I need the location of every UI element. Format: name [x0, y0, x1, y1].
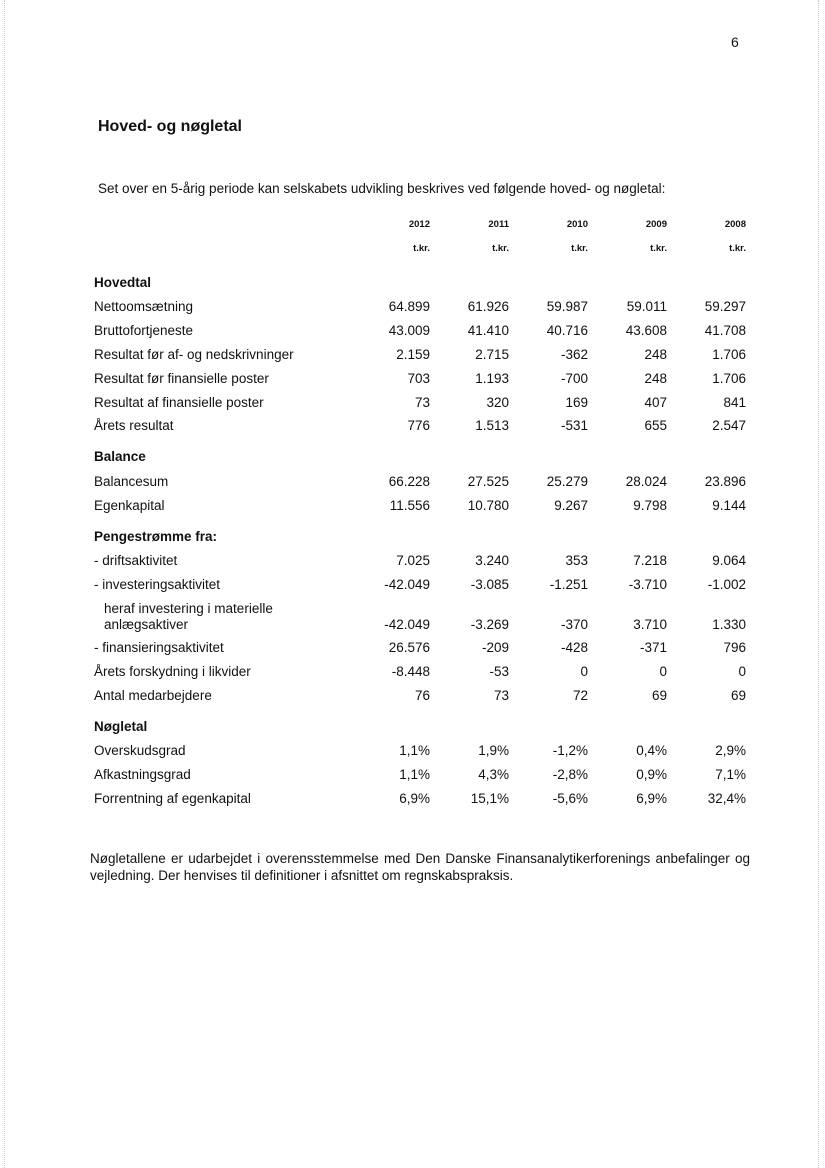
- table-row: [0, 791, 825, 811]
- cell-value: 9.798: [633, 498, 667, 513]
- cell-value: 7,1%: [715, 767, 746, 782]
- column-year: 2009: [645, 219, 667, 230]
- column-year: 2008: [724, 219, 746, 230]
- cell-value: 0: [580, 664, 588, 679]
- cell-value: 23.896: [704, 474, 746, 489]
- column-unit: t.kr.: [729, 243, 746, 254]
- cell-value: 2.159: [396, 347, 430, 362]
- cell-value: 320: [486, 395, 509, 410]
- column-year: 2010: [566, 219, 588, 230]
- cell-value: -2,8%: [552, 767, 588, 782]
- row-label: Egenkapital: [94, 498, 165, 513]
- cell-value: 4,3%: [478, 767, 509, 782]
- cell-value: -371: [639, 640, 667, 655]
- row-label-continued: anlægsaktiver: [104, 617, 189, 632]
- row-label: Resultat af finansielle poster: [94, 395, 264, 410]
- cell-value: 2,9%: [715, 743, 746, 758]
- cell-value: -362: [560, 347, 588, 362]
- row-label: - finansieringsaktivitet: [94, 640, 224, 655]
- cell-value: 41.708: [704, 323, 746, 338]
- cell-value: 76: [414, 688, 430, 703]
- cell-value: 7.218: [633, 553, 667, 568]
- table-row: [0, 347, 825, 367]
- cell-value: 6,9%: [636, 791, 667, 806]
- cell-value: -3.269: [470, 617, 509, 632]
- cell-value: 69: [730, 688, 746, 703]
- cell-value: -209: [481, 640, 509, 655]
- section-title-balance: Balance: [94, 449, 146, 464]
- table-row: [0, 743, 825, 763]
- row-label: Resultat før finansielle poster: [94, 371, 269, 386]
- table-row: [0, 767, 825, 787]
- table-row: [0, 664, 825, 684]
- row-label: Forrentning af egenkapital: [94, 791, 251, 806]
- table-row: [0, 323, 825, 343]
- cell-value: 6,9%: [399, 791, 430, 806]
- cell-value: -700: [560, 371, 588, 386]
- cell-value: -531: [560, 418, 588, 433]
- cell-value: -53: [489, 664, 509, 679]
- cell-value: 796: [723, 640, 746, 655]
- column-year: 2011: [488, 219, 509, 230]
- intro-text: Set over en 5-årig periode kan selskabets udvikling beskrives ved følgende hoved- og nøgletal:: [98, 181, 666, 196]
- cell-value: 703: [407, 371, 430, 386]
- column-unit: t.kr.: [571, 243, 588, 254]
- row-label: Afkastningsgrad: [94, 767, 191, 782]
- column-unit: t.kr.: [650, 243, 667, 254]
- cell-value: 2.715: [475, 347, 509, 362]
- cell-value: 59.297: [704, 299, 746, 314]
- cell-value: -3.085: [470, 577, 509, 592]
- cell-value: 1,1%: [399, 767, 430, 782]
- cell-value: 43.009: [388, 323, 430, 338]
- cell-value: -1.251: [549, 577, 588, 592]
- row-label: Nettoomsætning: [94, 299, 194, 314]
- cell-value: 10.780: [467, 498, 509, 513]
- table-row: [0, 371, 825, 391]
- footnote-text: Nøgletallene er udarbejdet i overensstemmelse med Den Danske Finansanalytikerforenings anbefalinger og vejledning. Der henvises til definitioner i afsnittet om regnskabspraksis.: [90, 851, 750, 883]
- cell-value: 0: [738, 664, 746, 679]
- cell-value: 27.525: [467, 474, 509, 489]
- row-label: Resultat før af- og nedskrivninger: [94, 347, 294, 362]
- row-label: Årets resultat: [94, 418, 174, 433]
- row-label: Antal medarbejdere: [94, 688, 212, 703]
- table-row: [0, 395, 825, 415]
- cell-value: -370: [560, 617, 588, 632]
- table-row: [0, 299, 825, 319]
- cell-value: 28.024: [625, 474, 667, 489]
- cell-value: 1.330: [712, 617, 746, 632]
- cell-value: 25.279: [546, 474, 588, 489]
- cell-value: 11.556: [389, 498, 430, 513]
- cell-value: -428: [560, 640, 588, 655]
- cell-value: -42.049: [384, 577, 430, 592]
- cell-value: -5,6%: [552, 791, 588, 806]
- cell-value: -1,2%: [552, 743, 588, 758]
- cell-value: 0,4%: [636, 743, 667, 758]
- section-title-pengestromme: Pengestrømme fra:: [94, 529, 218, 544]
- row-label: - driftsaktivitet: [94, 553, 178, 568]
- table-row: [0, 577, 825, 597]
- cell-value: 41.410: [467, 323, 509, 338]
- cell-value: -8.448: [391, 664, 430, 679]
- cell-value: 32,4%: [707, 791, 746, 806]
- row-label: Balancesum: [94, 474, 169, 489]
- cell-value: 69: [651, 688, 667, 703]
- column-year: 2012: [408, 219, 430, 230]
- row-label: Årets forskydning i likvider: [94, 664, 251, 679]
- page-number: 6: [731, 34, 739, 50]
- cell-value: 73: [493, 688, 509, 703]
- cell-value: 7.025: [396, 553, 430, 568]
- cell-value: 1,1%: [399, 743, 430, 758]
- cell-value: 9.064: [712, 553, 746, 568]
- table-row: [0, 640, 825, 660]
- cell-value: 15,1%: [470, 791, 509, 806]
- page-title: Hoved- og nøgletal: [98, 118, 242, 135]
- row-label: Bruttofortjeneste: [94, 323, 194, 338]
- cell-value: 841: [723, 395, 746, 410]
- cell-value: 73: [414, 395, 430, 410]
- cell-value: 407: [644, 395, 667, 410]
- table-row: [0, 418, 825, 438]
- cell-value: 1.706: [712, 347, 746, 362]
- cell-value: 3.240: [475, 553, 509, 568]
- table-row: [0, 498, 825, 518]
- column-unit: t.kr.: [413, 243, 430, 254]
- cell-value: 9.267: [554, 498, 588, 513]
- row-label: Overskudsgrad: [94, 743, 186, 758]
- cell-value: 40.716: [546, 323, 588, 338]
- cell-value: 66.228: [388, 474, 430, 489]
- row-label: heraf investering i materielle: [104, 601, 273, 616]
- table-row: [0, 474, 825, 494]
- table-row: [0, 601, 825, 637]
- cell-value: 64.899: [388, 299, 430, 314]
- section-title-hovedtal: Hovedtal: [94, 275, 152, 290]
- cell-value: 0: [659, 664, 667, 679]
- cell-value: 1.706: [712, 371, 746, 386]
- table-row: [0, 553, 825, 573]
- cell-value: 353: [565, 553, 588, 568]
- cell-value: 248: [644, 347, 667, 362]
- cell-value: 1.193: [475, 371, 509, 386]
- row-label: - investeringsaktivitet: [94, 577, 221, 592]
- cell-value: 0,9%: [636, 767, 667, 782]
- cell-value: -3.710: [628, 577, 667, 592]
- column-unit: t.kr.: [492, 243, 509, 254]
- cell-value: -1.002: [707, 577, 746, 592]
- cell-value: 776: [407, 418, 430, 433]
- cell-value: 1,9%: [478, 743, 509, 758]
- cell-value: -42.049: [384, 617, 430, 632]
- cell-value: 26.576: [388, 640, 430, 655]
- cell-value: 61.926: [467, 299, 509, 314]
- cell-value: 59.011: [626, 299, 667, 314]
- section-title-nogletal: Nøgletal: [94, 719, 148, 734]
- cell-value: 72: [572, 688, 588, 703]
- cell-value: 59.987: [546, 299, 588, 314]
- cell-value: 169: [565, 395, 588, 410]
- cell-value: 9.144: [712, 498, 746, 513]
- cell-value: 248: [644, 371, 667, 386]
- cell-value: 1.513: [475, 418, 509, 433]
- cell-value: 43.608: [625, 323, 667, 338]
- cell-value: 2.547: [712, 418, 746, 433]
- table-row: [0, 688, 825, 708]
- cell-value: 655: [644, 418, 667, 433]
- cell-value: 3.710: [633, 617, 667, 632]
